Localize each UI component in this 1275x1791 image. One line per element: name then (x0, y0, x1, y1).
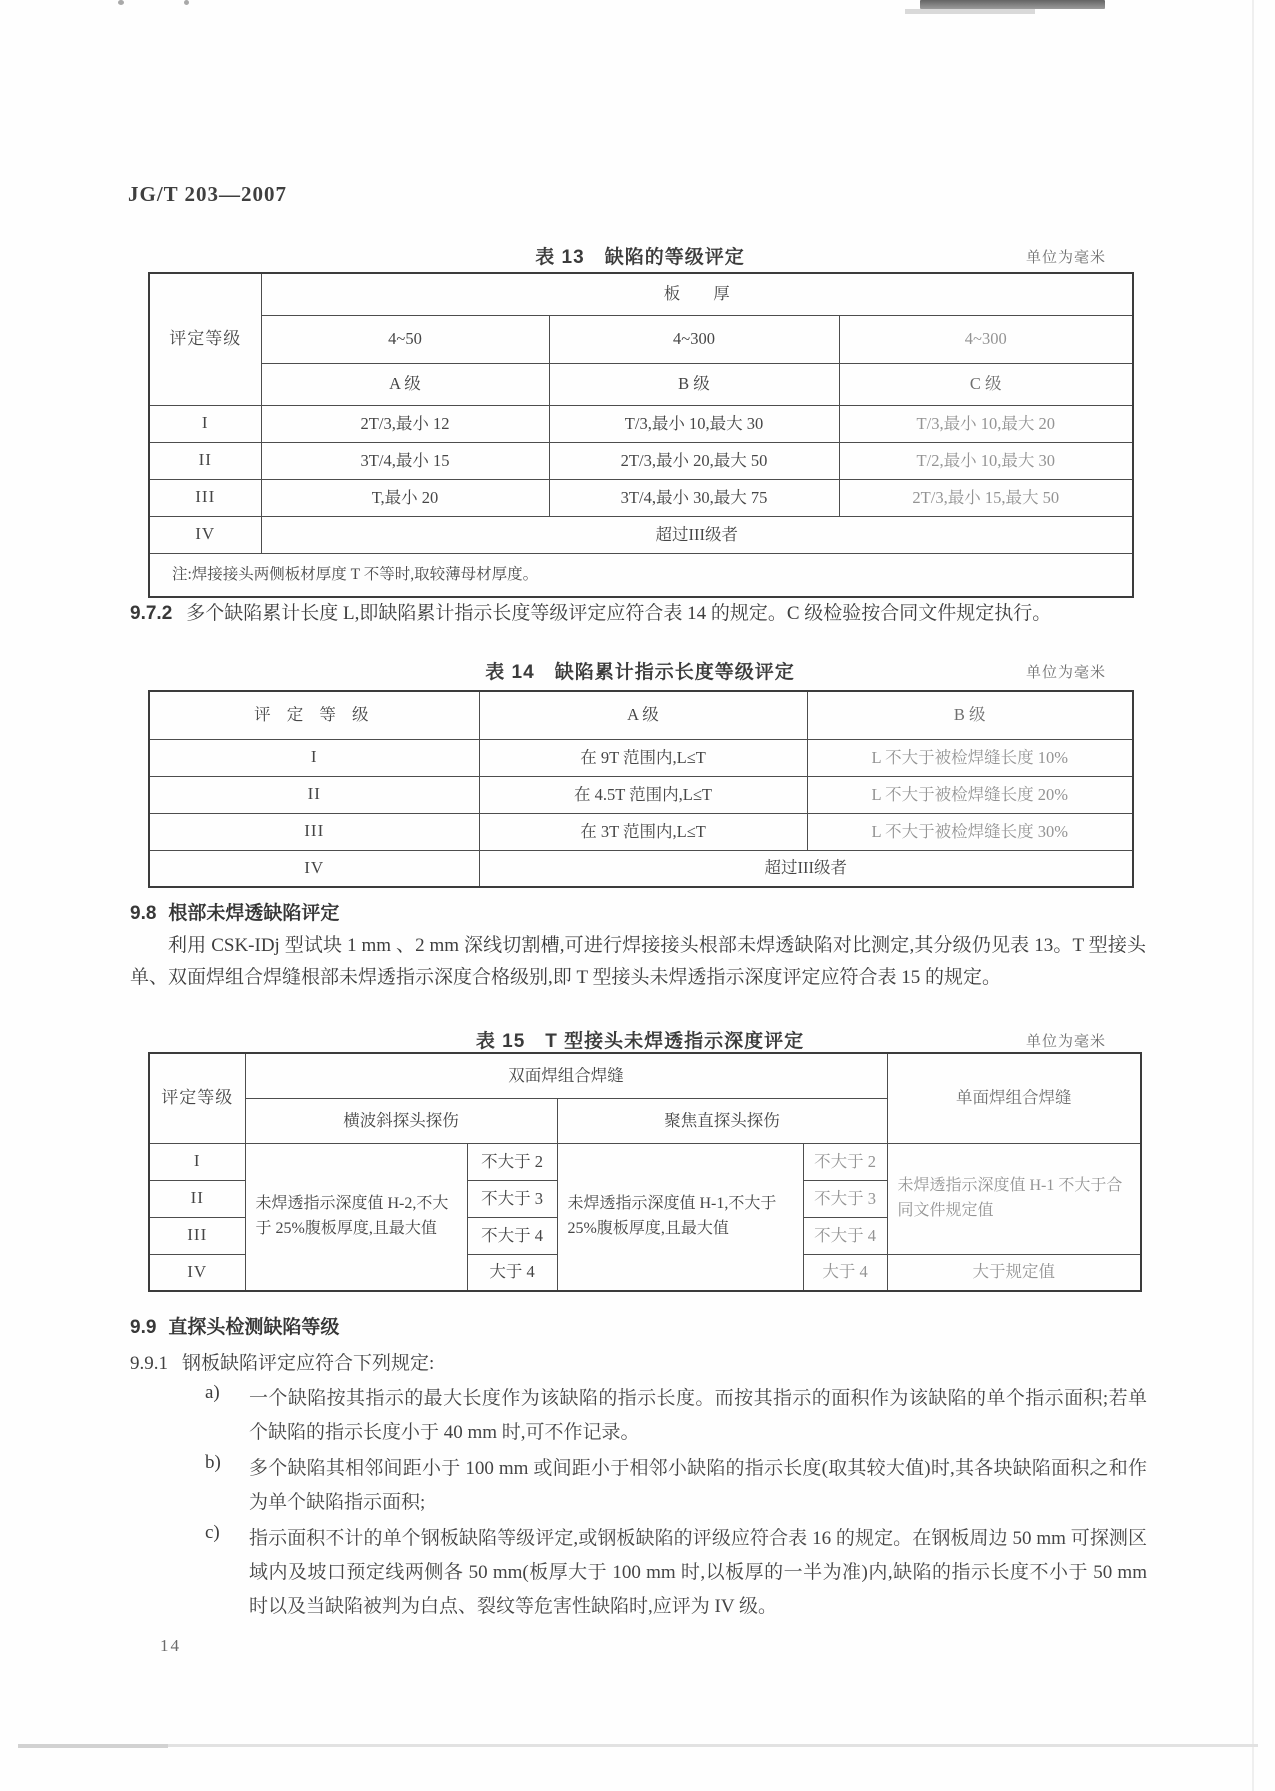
table13-row3-c: 2T/3,最小 15,最大 50 (839, 479, 1133, 516)
list-item-a-text: 一个缺陷按其指示的最大长度作为该缺陷的指示长度。而按其指示的面积作为该缺陷的单个指示面积;若单个缺陷的指示长度小于 40 mm 时,可不作记录。 (249, 1388, 1147, 1443)
clause-9-8-text: 利用 CSK-IDj 型试块 1 mm 、2 mm 深线切割槽,可进行焊接接头根部未焊透缺陷对比测定,其分级仍见表 13。T 型接头单、双面焊组合焊缝根部未焊透指示深度合格级别,即 T 型接头未焊透指示深度评定应符合表 15 的规定。 (130, 935, 1146, 988)
table14-row2-b: L 不大于被检焊缝长度 20% (807, 776, 1133, 813)
table15-row3-focus: 不大于 4 (803, 1217, 887, 1254)
scan-bottom-line (18, 1744, 1258, 1747)
table13-range-c: 4~300 (839, 315, 1133, 363)
table15-header-grade: 评定等级 (149, 1053, 245, 1143)
table15-caption-row (148, 1026, 1132, 1053)
clause-9-9-1 (130, 1348, 434, 1375)
table13-header-thickness: 板 厚 (261, 273, 1133, 315)
table14-row2-grade: II (149, 776, 479, 813)
clause-9-7-2-number: 9.7.2 (130, 603, 173, 624)
clause-9-9-heading (130, 1312, 339, 1339)
list-item-c (205, 1522, 1147, 1624)
table14 (148, 690, 1132, 888)
table15-unit-note: 单位为毫米 (1025, 1034, 1106, 1050)
table14-header-level-b: B 级 (807, 691, 1133, 739)
clause-9-8-heading (130, 898, 339, 925)
table15-row4-angle: 大于 4 (467, 1254, 557, 1291)
table15-row1-grade: I (149, 1143, 245, 1180)
table13-row2-a: 3T/4,最小 15 (261, 442, 549, 479)
scan-edge-smudge (905, 9, 1035, 14)
scan-edge-bar (920, 0, 1105, 9)
table13-row1-c: T/3,最小 10,最大 20 (839, 405, 1133, 442)
table13-level-a: A 级 (261, 363, 549, 405)
table13-note: 注:焊接接头两侧板材厚度 T 不等时,取较薄母材厚度。 (149, 553, 1133, 597)
clause-9-8-body (130, 930, 1146, 994)
table15-row2-angle: 不大于 3 (467, 1180, 557, 1217)
list-item-a (205, 1382, 1147, 1450)
table13-unit-note: 单位为毫米 (1025, 250, 1106, 266)
table13-level-b: B 级 (549, 363, 839, 405)
list-item-a-label: a) (205, 1382, 220, 1403)
table13-row2-c: T/2,最小 10,最大 30 (839, 442, 1133, 479)
table15-header-focus-probe: 聚焦直探头探伤 (557, 1098, 887, 1143)
table13-range-b: 4~300 (549, 315, 839, 363)
table15-row1-focus: 不大于 2 (803, 1143, 887, 1180)
list-item-b-text: 多个缺陷其相邻间距小于 100 mm 或间距小于相邻小缺陷的指示长度(取其较大值)时,其各块缺陷面积之和作为单个缺陷指示面积; (249, 1458, 1147, 1513)
table13-row4-grade: IV (149, 516, 261, 553)
clause-9-9-title: 直探头检测缺陷等级 (168, 1317, 340, 1338)
list-item-b-label: b) (205, 1452, 221, 1473)
table14-row3-b: L 不大于被检焊缝长度 30% (807, 813, 1133, 850)
table14-row2-a: 在 4.5T 范围内,L≤T (479, 776, 807, 813)
table14-row4-value: 超过III级者 (479, 850, 1133, 887)
list-item-b (205, 1452, 1147, 1520)
table14-header-level-a: A 级 (479, 691, 807, 739)
clause-9-9-number: 9.9 (130, 1317, 157, 1338)
table15-row3-grade: III (149, 1217, 245, 1254)
table14-row1-grade: I (149, 739, 479, 776)
scan-speck (184, 0, 189, 5)
table13-level-c: C 级 (839, 363, 1133, 405)
table15-row1-angle: 不大于 2 (467, 1143, 557, 1180)
table13 (148, 272, 1132, 598)
table15-row2-focus: 不大于 3 (803, 1180, 887, 1217)
clause-9-7-2-text: 多个缺陷累计长度 L,即缺陷累计指示长度等级评定应符合表 14 的规定。C 级检验按合同文件规定执行。 (186, 603, 1052, 624)
table14-caption: 表 14 缺陷累计指示长度等级评定 (485, 662, 795, 683)
table14-row1-a: 在 9T 范围内,L≤T (479, 739, 807, 776)
table14-row3-a: 在 3T 范围内,L≤T (479, 813, 807, 850)
table15-header-angle-probe: 横波斜探头探伤 (245, 1098, 557, 1143)
table13-range-a: 4~50 (261, 315, 549, 363)
scan-bottom-line-segment (18, 1744, 168, 1748)
table14-caption-row (148, 657, 1132, 684)
document-code: JG/T 203—2007 (128, 182, 288, 206)
page-number: 14 (160, 1636, 181, 1655)
table13-row3-b: 3T/4,最小 30,最大 75 (549, 479, 839, 516)
table14-unit-note: 单位为毫米 (1025, 665, 1106, 681)
table13-row2-b: 2T/3,最小 20,最大 50 (549, 442, 839, 479)
table14-header-grade: 评 定 等 级 (149, 691, 479, 739)
table15-single-desc: 未焊透指示深度值 H-1 不大于合同文件规定值 (887, 1143, 1141, 1254)
table15-focus-desc: 未焊透指示深度值 H-1,不大于 25%腹板厚度,且最大值 (557, 1143, 803, 1291)
table15-row2-grade: II (149, 1180, 245, 1217)
table13-caption-row (148, 242, 1132, 269)
table15-row3-angle: 不大于 4 (467, 1217, 557, 1254)
table13-row1-b: T/3,最小 10,最大 30 (549, 405, 839, 442)
clause-9-8-number: 9.8 (130, 903, 157, 924)
list-item-c-label: c) (205, 1522, 220, 1543)
table14-row3-grade: III (149, 813, 479, 850)
table13-row1-grade: I (149, 405, 261, 442)
table14-row4-grade: IV (149, 850, 479, 887)
clause-9-9-1-number: 9.9.1 (130, 1353, 168, 1374)
clause-9-8-title: 根部未焊透缺陷评定 (168, 903, 340, 924)
table15 (148, 1052, 1140, 1292)
table15-row4-single: 大于规定值 (887, 1254, 1141, 1291)
clause-9-9-1-intro: 钢板缺陷评定应符合下列规定: (182, 1353, 435, 1374)
table13-row1-a: 2T/3,最小 12 (261, 405, 549, 442)
clause-9-7-2 (130, 598, 1146, 630)
list-item-c-text: 指示面积不计的单个钢板缺陷等级评定,或钢板缺陷的评级应符合表 16 的规定。在钢板周边 50 mm 可探测区域内及坡口预定线两侧各 50 mm(板厚大于 100 mm 时,以板厚的一半为准)内,缺陷的指示长度不小于 50 mm 时以及当缺陷被判为白点、裂纹等危害性缺陷时,应评为 IV 级。 (249, 1528, 1147, 1617)
table13-row2-grade: II (149, 442, 261, 479)
table13-row4-value: 超过III级者 (261, 516, 1133, 553)
table13-header-grade: 评定等级 (149, 273, 261, 405)
scan-speck (118, 0, 124, 5)
table15-header-single-weld: 单面焊组合焊缝 (887, 1053, 1141, 1143)
table14-row1-b: L 不大于被检焊缝长度 10% (807, 739, 1133, 776)
table15-caption: 表 15 T 型接头未焊透指示深度评定 (475, 1031, 805, 1052)
table13-caption: 表 13 缺陷的等级评定 (535, 247, 745, 268)
table15-angle-desc: 未焊透指示深度值 H-2,不大于 25%腹板厚度,且最大值 (245, 1143, 467, 1291)
table15-header-double-weld: 双面焊组合焊缝 (245, 1053, 887, 1098)
table15-row4-grade: IV (149, 1254, 245, 1291)
table15-row4-focus: 大于 4 (803, 1254, 887, 1291)
scan-page-edge (1252, 0, 1254, 1791)
table13-row3-a: T,最小 20 (261, 479, 549, 516)
table13-row3-grade: III (149, 479, 261, 516)
